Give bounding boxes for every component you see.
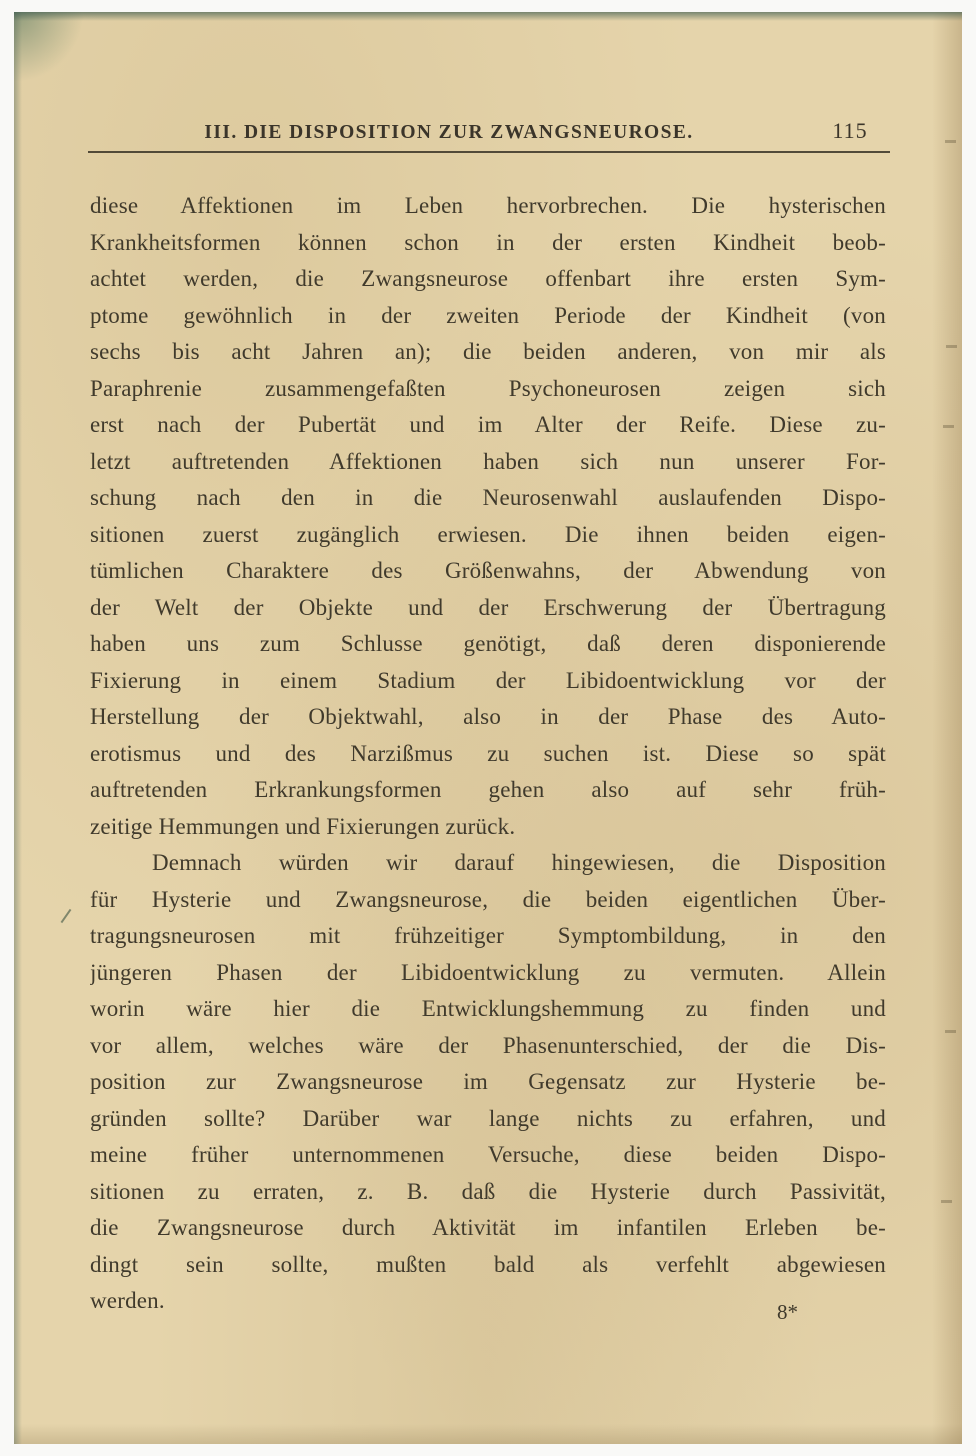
text-line: diese Affektionen im Leben hervorbrechen. Die hysterischen (90, 193, 886, 218)
text-line: sitionen zuerst zugänglich erwiesen. Die ihnen beiden eigen- (90, 521, 886, 547)
text-line: schung nach den in die Neurosenwahl auslaufenden Dispo- (90, 485, 886, 510)
text-line: gründen sollte? Darüber war lange nichts zu erfahren, und (90, 1105, 886, 1131)
scan-artifact-mark (945, 1030, 956, 1033)
text-line: sitionen zu erraten, z. B. daß die Hysterie durch Passivität, (90, 1178, 886, 1204)
text-line: werden. (90, 1288, 165, 1313)
text-line: achtet werden, die Zwangsneurose offenbart ihre ersten Sym- (90, 266, 886, 291)
signature-mark: 8* (777, 1300, 798, 1324)
text-line: dingt sein sollte, mußten bald als verfehlt abgewiesen (90, 1251, 886, 1277)
text-line: letzt auftretenden Affektionen haben sich nun unserer For- (90, 448, 886, 474)
scanned-book-page (14, 12, 962, 1444)
scan-artifact-mark (61, 909, 72, 923)
body-text (90, 188, 886, 1320)
text-line: vor allem, welches wäre der Phasenunterschied, der die Dis- (90, 1032, 886, 1058)
text-line: auftretenden Erkrankungsformen gehen also auf sehr früh- (90, 777, 886, 802)
scan-artifact-mark (946, 345, 957, 348)
scan-artifact-mark (945, 140, 956, 143)
text-line: haben uns zum Schlusse genötigt, daß deren disponierende (90, 631, 886, 656)
text-line: jüngeren Phasen der Libidoentwicklung zu vermuten. Allein (90, 959, 886, 985)
chapter-title: III. DIE DISPOSITION ZUR ZWANGSNEUROSE. (204, 122, 694, 143)
scan-artifact-mark (941, 1200, 952, 1203)
text-line: meine früher unternommenen Versuche, diese beiden Dispo- (90, 1142, 886, 1167)
text-line: für Hysterie und Zwangsneurose, die beiden eigentlichen Über- (90, 886, 886, 912)
text-line: erst nach der Pubertät und im Alter der Reife. Diese zu- (90, 412, 886, 437)
text-line: tragungsneurosen mit frühzeitiger Symptombildung, in den (90, 923, 886, 948)
text-line: Paraphrenie zusammengefaßten Psychoneurosen zeigen sich (90, 375, 886, 401)
page-number: 115 (832, 118, 868, 143)
text-line: Demnach würden wir darauf hingewiesen, die Disposition (152, 850, 886, 875)
text-line: zeitige Hemmungen und Fixierungen zurück. (90, 813, 516, 839)
page-header (88, 118, 890, 153)
text-line: sechs bis acht Jahren an); die beiden anderen, von mir als (90, 339, 886, 364)
scan-artifact-mark (943, 425, 954, 428)
text-line: der Welt der Objekte und der Erschwerung der Übertragung (90, 594, 886, 620)
text-line: die Zwangsneurose durch Aktivität im infantilen Erleben be- (90, 1215, 886, 1240)
text-line: ptome gewöhnlich in der zweiten Periode der Kindheit (von (90, 302, 886, 328)
paragraph (90, 188, 886, 845)
text-line: position zur Zwangsneurose im Gegensatz zur Hysterie be- (90, 1069, 886, 1094)
text-line: Fixierung in einem Stadium der Libidoentwicklung vor der (90, 667, 886, 693)
paragraph (90, 845, 886, 1320)
text-line: Krankheitsformen können schon in der ersten Kindheit beob- (90, 229, 886, 255)
text-line: erotismus und des Narzißmus zu suchen ist. Diese so spät (90, 740, 886, 766)
text-line: tümlichen Charaktere des Größenwahns, der Abwendung von (90, 558, 886, 583)
text-line: Herstellung der Objektwahl, also in der Phase des Auto- (90, 704, 886, 729)
text-line: worin wäre hier die Entwicklungshemmung zu finden und (90, 996, 886, 1021)
